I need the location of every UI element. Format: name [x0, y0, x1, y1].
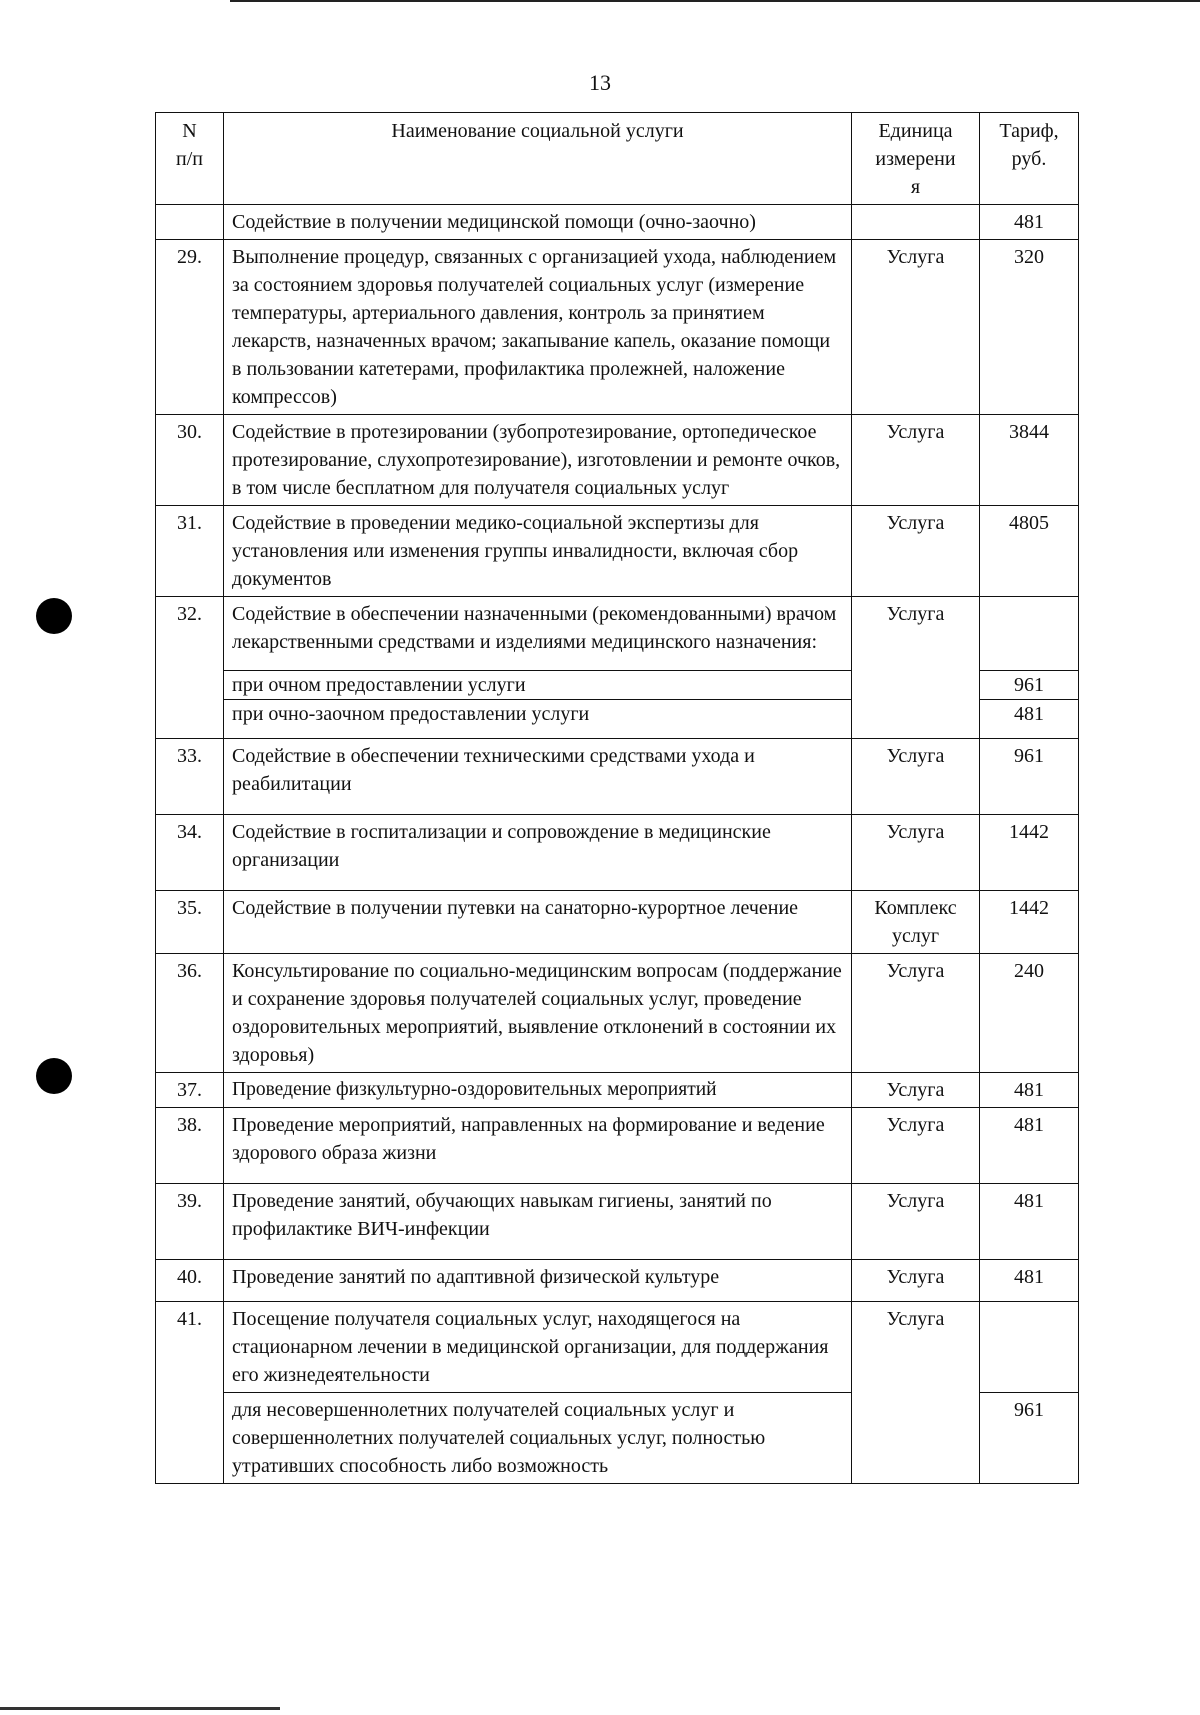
- table-row: [156, 1184, 1079, 1260]
- page-number: 13: [589, 70, 611, 95]
- row-tariff: 240: [980, 954, 1079, 1073]
- row-service-name: Содействие в получении медицинской помощи (очно-заочно): [224, 205, 852, 240]
- row-unit: Комплекс услуг: [852, 891, 980, 954]
- row-tariff: 481: [980, 1073, 1079, 1108]
- row-number: 35.: [156, 891, 224, 954]
- row-tariff: 1442: [980, 891, 1079, 954]
- header-service-name: Наименование социальной услуги: [224, 113, 852, 205]
- row-service-name: Проведение физкультурно-оздоровительных мероприятий: [224, 1073, 852, 1108]
- row-unit: Услуга: [852, 240, 980, 415]
- row-tariff: 481: [980, 1260, 1079, 1302]
- row-unit: [852, 205, 980, 240]
- row-unit: Услуга: [852, 739, 980, 815]
- row-service-name: Посещение получателя социальных услуг, находящегося на стационарном лечении в медицинской организации, для поддержания его жизнедеятельности: [224, 1302, 852, 1393]
- services-tariff-table: [155, 112, 1079, 1484]
- table-row: [156, 954, 1079, 1073]
- row-number: 32.: [156, 597, 224, 739]
- row-unit: Услуга: [852, 1302, 980, 1484]
- subrow-tariff: 481: [980, 700, 1079, 739]
- subrow-service-name: для несовершеннолетних получателей социальных услуг и совершеннолетних получателей социальных услуг, полностью утративших способность либо возможность: [224, 1393, 852, 1484]
- table-row: [156, 1260, 1079, 1302]
- row-service-name: Выполнение процедур, связанных с организацией ухода, наблюдением за состоянием здоровья получателей социальных услуг (измерение температуры, артериального давления, контроль за принятием лекарств, назначенных врачом; закапывание капель, оказание помощи в пользовании катетерами, профилактика пролежней, наложение компрессов): [224, 240, 852, 415]
- row-unit: Услуга: [852, 815, 980, 891]
- table-row: [156, 240, 1079, 415]
- row-tariff: 481: [980, 1108, 1079, 1184]
- subrow-service-name: при очном предоставлении услуги: [224, 671, 852, 700]
- scan-edge-bottom: [0, 1707, 280, 1710]
- header-tariff: Тариф, руб.: [980, 113, 1079, 205]
- row-tariff: 961: [980, 739, 1079, 815]
- row-tariff: 3844: [980, 415, 1079, 506]
- row-number: 33.: [156, 739, 224, 815]
- row-unit: Услуга: [852, 1108, 980, 1184]
- row-number: [156, 205, 224, 240]
- row-service-name: Проведение мероприятий, направленных на формирование и ведение здорового образа жизни: [224, 1108, 852, 1184]
- row-tariff: 320: [980, 240, 1079, 415]
- row-number: 30.: [156, 415, 224, 506]
- row-number: 40.: [156, 1260, 224, 1302]
- table-row: [156, 597, 1079, 671]
- row-service-name: Содействие в обеспечении техническими средствами ухода и реабилитации: [224, 739, 852, 815]
- table-row: [156, 1302, 1079, 1393]
- table-row: [156, 891, 1079, 954]
- header-unit: Единица измерени я: [852, 113, 980, 205]
- row-unit: Услуга: [852, 1260, 980, 1302]
- subrow-tariff: 961: [980, 1393, 1079, 1484]
- table-row: [156, 1108, 1079, 1184]
- row-tariff: [980, 597, 1079, 671]
- table-header-row: [156, 113, 1079, 205]
- table-row: [156, 506, 1079, 597]
- row-unit: Услуга: [852, 415, 980, 506]
- row-unit: Услуга: [852, 1184, 980, 1260]
- row-tariff: 481: [980, 205, 1079, 240]
- row-number: 29.: [156, 240, 224, 415]
- row-number: 31.: [156, 506, 224, 597]
- row-tariff: 481: [980, 1184, 1079, 1260]
- row-number: 37.: [156, 1073, 224, 1108]
- row-number: 38.: [156, 1108, 224, 1184]
- row-service-name: Проведение занятий по адаптивной физической культуре: [224, 1260, 852, 1302]
- table-row: [156, 205, 1079, 240]
- row-unit: Услуга: [852, 597, 980, 739]
- row-unit: Услуга: [852, 1073, 980, 1108]
- row-unit: Услуга: [852, 954, 980, 1073]
- row-number: 34.: [156, 815, 224, 891]
- table-row: [156, 815, 1079, 891]
- row-number: 39.: [156, 1184, 224, 1260]
- row-service-name: Содействие в госпитализации и сопровождение в медицинские организации: [224, 815, 852, 891]
- row-tariff: 4805: [980, 506, 1079, 597]
- row-service-name: Консультирование по социально-медицинским вопросам (поддержание и сохранение здоровья получателей социальных услуг, проведение оздоровительных мероприятий, выявление отклонений в состоянии их здоровья): [224, 954, 852, 1073]
- punch-hole-mark: [36, 598, 72, 634]
- table-row: [156, 415, 1079, 506]
- row-tariff: 1442: [980, 815, 1079, 891]
- row-service-name: Содействие в протезировании (зубопротезирование, ортопедическое протезирование, слухопротезирование), изготовлении и ремонте очков, в том числе бесплатном для получателя социальных услуг: [224, 415, 852, 506]
- row-number: 36.: [156, 954, 224, 1073]
- punch-hole-mark: [36, 1058, 72, 1094]
- row-service-name: Проведение занятий, обучающих навыкам гигиены, занятий по профилактике ВИЧ-инфекции: [224, 1184, 852, 1260]
- table-row: [156, 1073, 1079, 1108]
- row-unit: Услуга: [852, 506, 980, 597]
- scan-edge-top: [230, 0, 1200, 2]
- subrow-service-name: при очно-заочном предоставлении услуги: [224, 700, 852, 739]
- header-number: N п/п: [156, 113, 224, 205]
- row-tariff: [980, 1302, 1079, 1393]
- row-service-name: Содействие в обеспечении назначенными (рекомендованными) врачом лекарственными средствами и изделиями медицинского назначения:: [224, 597, 852, 671]
- row-service-name: Содействие в проведении медико-социальной экспертизы для установления или изменения группы инвалидности, включая сбор документов: [224, 506, 852, 597]
- table-row: [156, 739, 1079, 815]
- row-number: 41.: [156, 1302, 224, 1484]
- row-service-name: Содействие в получении путевки на санаторно-курортное лечение: [224, 891, 852, 954]
- subrow-tariff: 961: [980, 671, 1079, 700]
